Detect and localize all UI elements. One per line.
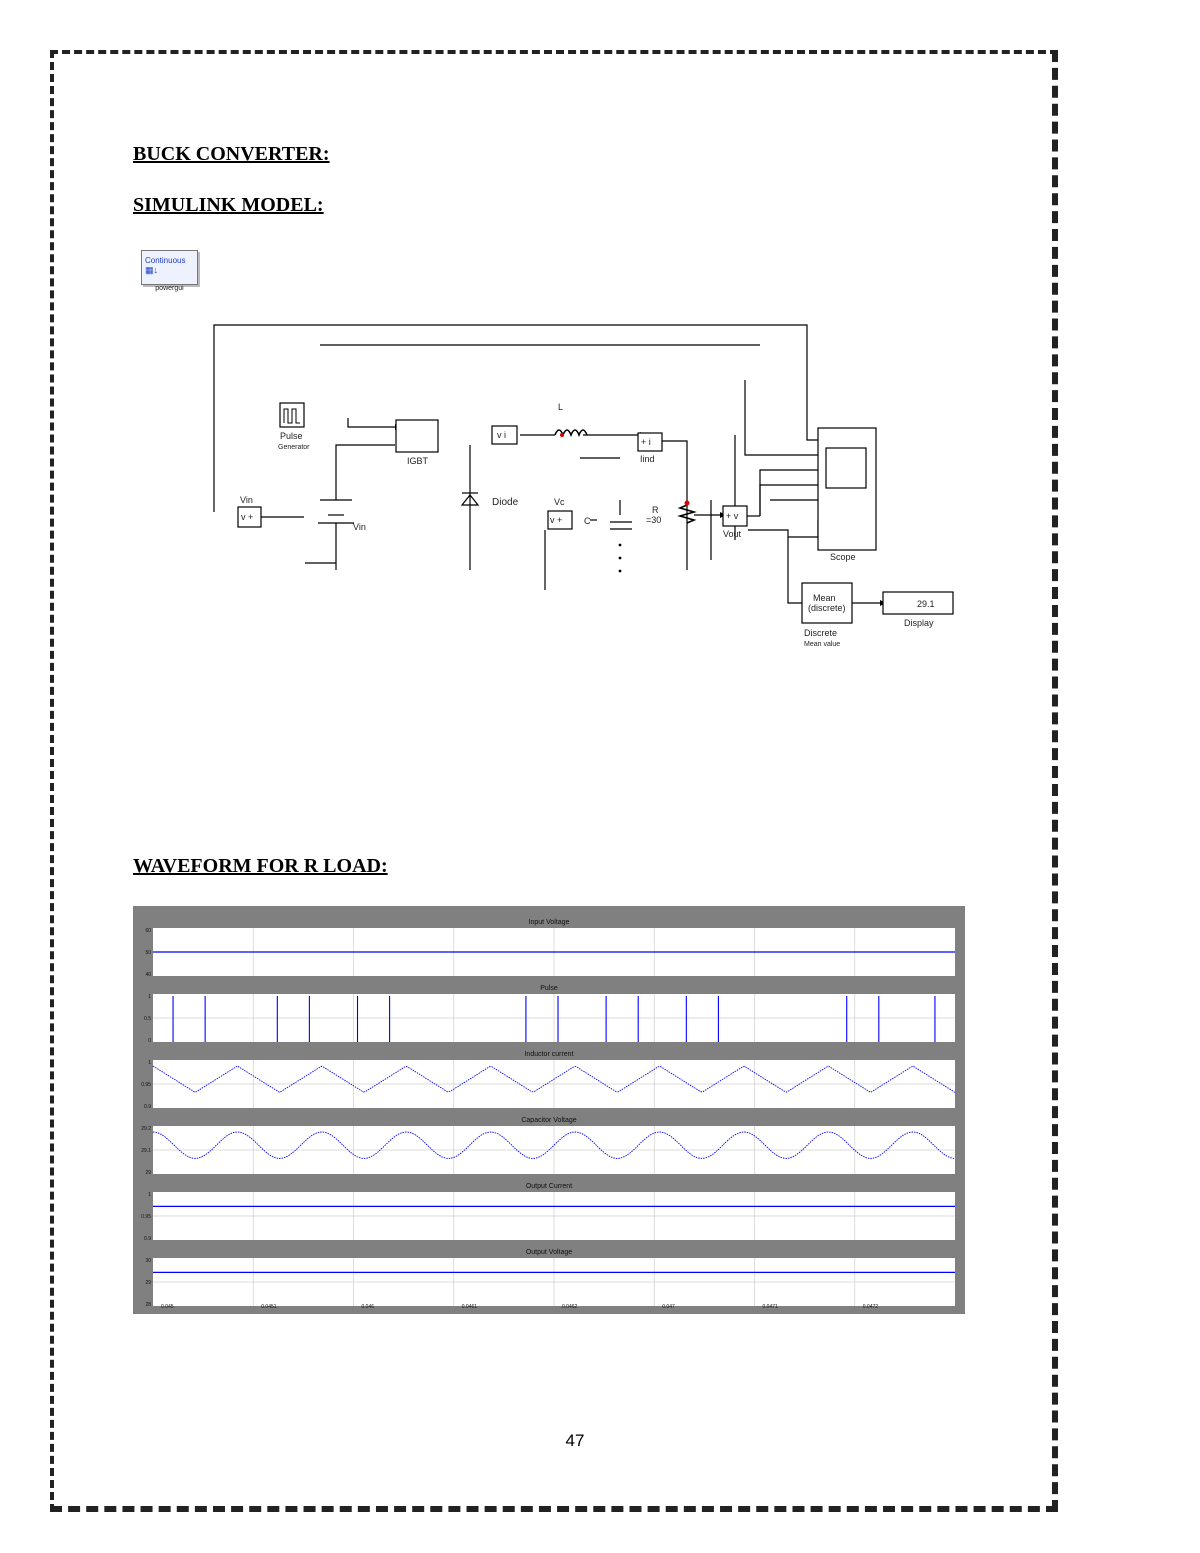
y-tick-label: 1	[148, 994, 151, 1000]
capacitor-label: C	[584, 516, 591, 526]
panel-title: Inductor current	[524, 1051, 574, 1058]
x-tick-label: 0.047	[662, 1304, 675, 1310]
vin-source-label: Vin	[353, 522, 366, 532]
y-tick-label: 1	[148, 1192, 151, 1198]
powergui-icon: ▦↓	[145, 265, 159, 275]
powergui-label: powergui	[155, 285, 184, 292]
mean-block-line1: Mean	[813, 593, 836, 603]
y-tick-label: 0.9	[144, 1104, 151, 1110]
y-tick-label: 29.1	[141, 1148, 151, 1154]
heading-buck-converter: BUCK CONVERTER:	[133, 143, 330, 165]
svg-text:v i: v i	[497, 430, 506, 440]
y-tick-label: 0	[148, 1038, 151, 1044]
display-label: Display	[904, 618, 934, 628]
pulse-generator-label-2: Generator	[278, 444, 310, 451]
inductor-label: L	[558, 402, 564, 412]
y-tick-label: 40	[145, 972, 151, 978]
y-tick-label: 60	[145, 928, 151, 934]
svg-text:+ i: + i	[641, 437, 651, 447]
mean-block-line2: (discrete)	[808, 603, 846, 613]
y-tick-label: 1	[148, 1060, 151, 1066]
simulink-diagram	[200, 315, 960, 655]
y-tick-label: 50	[145, 950, 151, 956]
y-tick-label: 29.2	[141, 1126, 151, 1132]
svg-text:v +: v +	[241, 512, 254, 522]
vout-label: Vout	[723, 529, 742, 539]
y-tick-label: 0.9	[144, 1236, 151, 1242]
y-tick-label: 29	[145, 1280, 151, 1286]
x-tick-label: 0.046	[361, 1304, 375, 1310]
panel-title: Output Voltage	[525, 1249, 573, 1256]
discrete-label-2: Mean value	[804, 641, 841, 648]
pulse-generator-label: Pulse	[280, 431, 303, 441]
x-tick-label: 0.0471	[762, 1304, 778, 1310]
x-tick-label: 0.0472	[862, 1304, 879, 1310]
vc-label: Vc	[554, 497, 565, 507]
x-tick-label: 0.045	[161, 1304, 174, 1310]
scope-waveform-figure	[133, 906, 965, 1314]
panel-title: Pulse	[540, 985, 558, 992]
powergui-block	[141, 250, 198, 285]
igbt-label: IGBT	[407, 456, 429, 466]
y-tick-label: 0.5	[144, 1016, 151, 1022]
y-tick-label: 30	[145, 1258, 151, 1264]
scope-label: Scope	[830, 552, 856, 562]
y-tick-label: 29	[145, 1170, 151, 1176]
heading-waveform: WAVEFORM FOR R LOAD:	[133, 855, 388, 877]
panel-title: Capacitor Voltage	[521, 1117, 577, 1124]
resistor-value: =30	[646, 515, 662, 525]
svg-text:+ v: + v	[726, 511, 739, 521]
heading-simulink-model: SIMULINK MODEL:	[133, 194, 324, 216]
x-tick-label: 0.0461	[461, 1304, 478, 1310]
powergui-continuous-label: Continuous	[145, 256, 186, 265]
display-value: 29.1	[917, 599, 935, 609]
panel-title: Input Voltage	[528, 919, 570, 926]
y-tick-label: 28	[145, 1302, 151, 1308]
vin-meter-label: Vin	[240, 495, 253, 505]
resistor-label: R	[652, 505, 659, 515]
diode-label: Diode	[492, 497, 519, 508]
panel-title: Output Current	[525, 1183, 573, 1190]
y-tick-label: 0.95	[141, 1214, 151, 1220]
y-tick-label: 0.95	[141, 1082, 151, 1088]
page-number: 47	[565, 1431, 585, 1450]
svg-text:v +: v +	[550, 515, 563, 525]
x-tick-label: 0.0462	[562, 1304, 578, 1310]
discrete-label: Discrete	[804, 628, 838, 638]
x-tick-label: 0.0451	[261, 1304, 277, 1310]
iind-label: Iind	[640, 454, 655, 464]
